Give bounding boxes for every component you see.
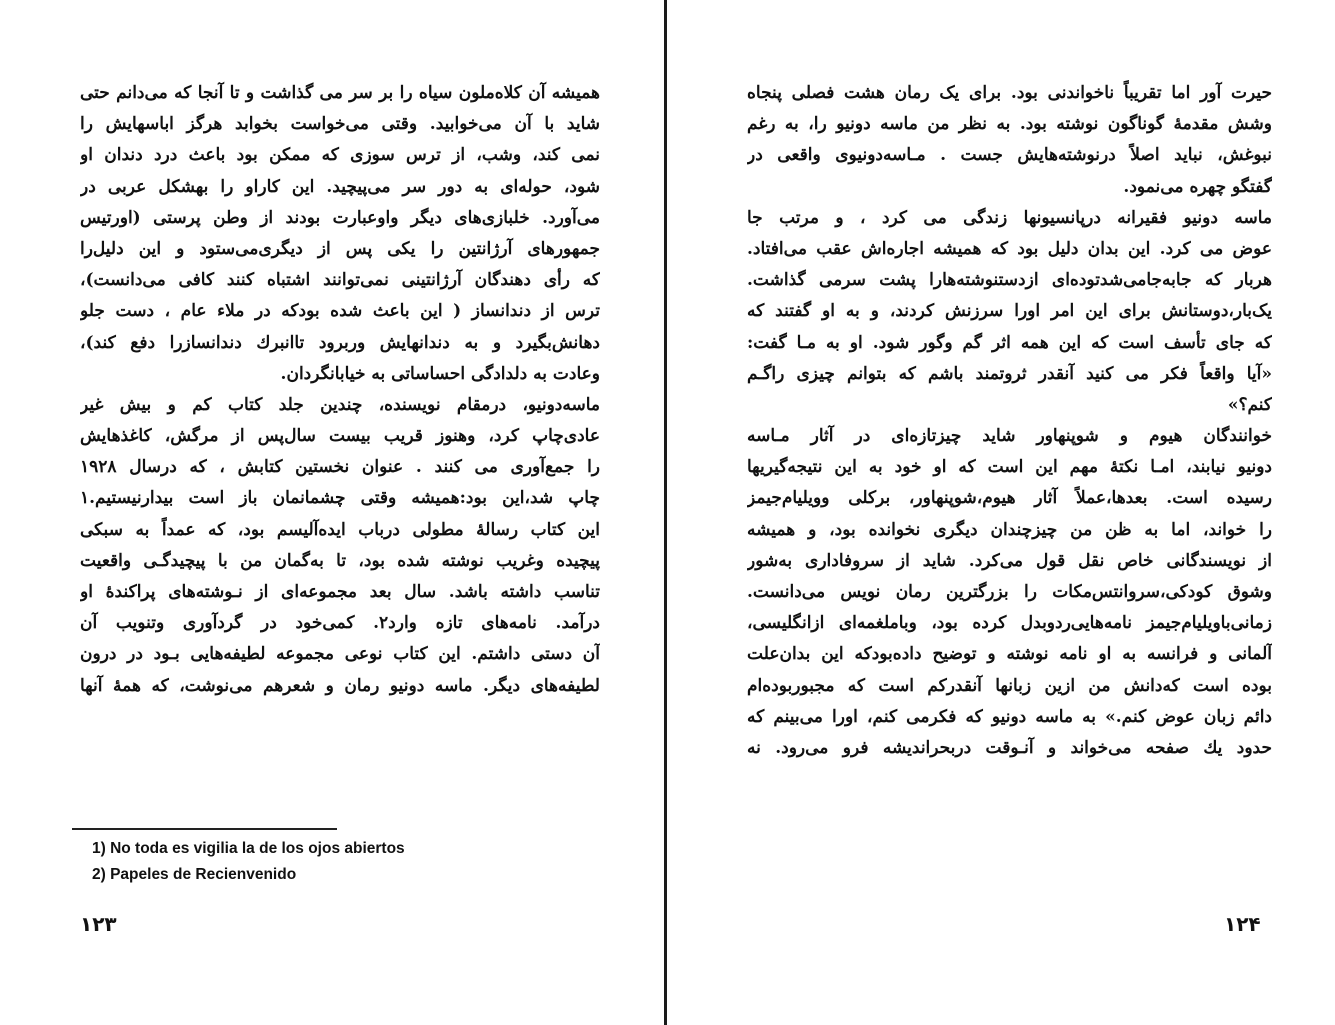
text-line: هربار که جابه‌جامی‌شدتوده‌ای ازدستنوشته‌هارا پشت سرمی گذاشت. [747, 270, 1272, 291]
text-line: ماسه‌دونیو، درمقام نویسنده، چندین جلد کتاب کم و بیش غیر [80, 394, 600, 415]
text-line: دائم زبان عوض کنم.» به ماسه دونیو که فکرمی کنم، اورا می‌بینم که [747, 706, 1272, 727]
text-line: آن دستی داشتم. این کتاب نوعی مجموعه لطیفه‌هایی بـود در درون [80, 644, 600, 665]
text-line: شود، حوله‌ای به دور سر می‌پیچید. این کاراو را بهشکل عربی در [80, 176, 600, 197]
left-page-body [80, 78, 600, 702]
text-line: می‌آورد. خلبازی‌های دیگر واوعبارت بودند از وطن پرستی (اورتیس [80, 207, 600, 228]
text-line: بوده است که‌دانش من ازین زبانها آنقدرکم است که مجبوربوده‌ام [747, 675, 1272, 696]
text-line: که رأی دهندگان آرژانتینی نمی‌توانند اشتباه کنند کافی می‌دانست)، [80, 270, 600, 291]
text-line: خوانندگان هیوم و شوپنهاور شاید چیزتازه‌ای در آثار مـاسه [747, 426, 1272, 447]
text-line: گفتگو چهره می‌نمود. [1123, 176, 1272, 197]
text-line: دهانش‌بگیرد و به دندانهایش وربرود تاانبرك دندانسازرا دفع کند)، [80, 332, 600, 353]
text-line: حیرت آور اما تقریباً ناخواندنی بود. برای یک رمان هشت فصلی پنجاه [747, 83, 1272, 103]
text-line: ترس از دندانساز ( این باعث شده بودکه در ملاء عام ، دست جلو [80, 301, 600, 322]
text-line: را خواند، اما به ظن من چیزچندان دیگری نخوانده بود، و همیشه [747, 519, 1272, 540]
text-line: از نویسندگانی خاص نقل قول می‌کرد. شاید از سروفاداری به‌شور [747, 550, 1272, 571]
text-line: را جمع‌آوری می کنند . عنوان نخستین کتابش ، که درسال ۱۹۲۸ [80, 457, 600, 478]
text-line: عادی‌چاپ کرد، وهنوز قریب بیست سال‌پس از مرگش، کاغذهایش [80, 426, 600, 447]
footnotes [92, 836, 405, 888]
text-line: نمی کند، وشب، از ترس سوزی که ممکن بود باعث درد دندان او [80, 145, 600, 166]
text-line: نبوغش، نباید اصلاً درنوشته‌هایش جست . مـاسه‌دونیوی واقعی در [747, 145, 1272, 166]
text-line: عوض می کرد. این بدان دلیل بود که همیشه اجاره‌اش عقب می‌افتاد. [747, 238, 1272, 259]
text-line: چاپ شد،این بود:همیشه وقتی چشمانمان باز است بیدارنیستیم.۱ [80, 488, 600, 509]
footnote-2: 2) Papeles de Recienvenido [92, 866, 297, 883]
text-line: لطیفه‌های دیگر. ماسه دونیو رمان و شعرهم می‌نوشت، که همهٔ آنها [80, 675, 600, 696]
text-line: آلمانی و فرانسه به او نامه نوشته و توضیح داده‌بودکه این بدان‌علت [747, 644, 1272, 665]
text-line: دونیو نیابند، امـا نکتهٔ مهم این است که او خود به این نتیجه‌گیریها [747, 457, 1272, 478]
text-line: تناسب داشته باشد. سال بعد مجموعه‌ای از نـوشته‌های پراکندهٔ او [80, 582, 600, 602]
text-line: کنم؟» [1227, 394, 1272, 415]
text-line: ماسه دونیو فقیرانه درپانسیونها زندگی می کرد ، و مرتب جا [747, 207, 1272, 228]
text-line: همیشه آن کلاه‌ملون سیاه را بر سر می گذاشت و تا آنجا که می‌دانم حتی [80, 83, 600, 103]
text-line: درآمد. نامه‌های تازه وارد۲. کمی‌خود در گردآوری وتنویب آن [80, 613, 600, 634]
text-line: وعادت به دلدادگی احساساتی به خیابانگردان. [280, 363, 600, 384]
book-gutter-divider [664, 0, 667, 1025]
right-page-body [747, 78, 1272, 764]
text-line: جمهورهای آرژانتین را یکی پس از دیگری‌می‌ستود و این دلیل‌را [80, 238, 600, 259]
left-page-number: ۱۲۳ [80, 912, 117, 936]
text-line: یک‌بار،دوستانش برای این امر اورا سرزنش کردند، و به او گفتند که [747, 301, 1272, 322]
text-line: وشوق کودکی،سروانتس‌مکات را بزرگترین رمان نویس می‌دانست. [747, 582, 1272, 602]
text-line: رسیده است. بعدها،عملاً آثار هیوم،شوپنهاور، برکلی وویلیام‌جیمز [747, 488, 1272, 509]
text-line: که جای تأسف است که این همه اثر گم وگور شود. او به مـا گفت: [747, 332, 1272, 353]
right-page-number: ۱۲۴ [1224, 912, 1261, 936]
text-line: شاید با آن می‌خوابید. وقتی می‌خواست بخوابد هرگز اباسهایش را [80, 114, 600, 135]
text-line: حدود یك صفحه می‌خواند و آنـوقت دربحراندیشه فرو می‌رود. نه [747, 737, 1272, 758]
text-line: وشش مقدمهٔ گوناگون نوشته بود. به نظر من ماسه دونیو را، به رغم [747, 114, 1272, 135]
text-line: «آیا واقعاً فکر می کنید آنقدر ثروتمند باشم که بتوانم چیزی راگـم [747, 363, 1272, 384]
footnote-separator [72, 828, 337, 830]
footnote-1: 1) No toda es vigilia la de los ojos abiertos [92, 840, 405, 857]
text-line: این کتاب رسالهٔ مطولی درباب ایده‌آلیسم بود، که عمداً به سبکی [80, 519, 600, 540]
text-line: زمانی‌باویلیام‌جیمز نامه‌هایی‌ردوبدل کرده بود، وباملغمه‌ای ازانگلیسی، [747, 613, 1272, 634]
text-line: پیچیده وغریب نوشته شده بود، تا به‌گمان من با پیچیدگـی واقعیت [80, 550, 600, 571]
